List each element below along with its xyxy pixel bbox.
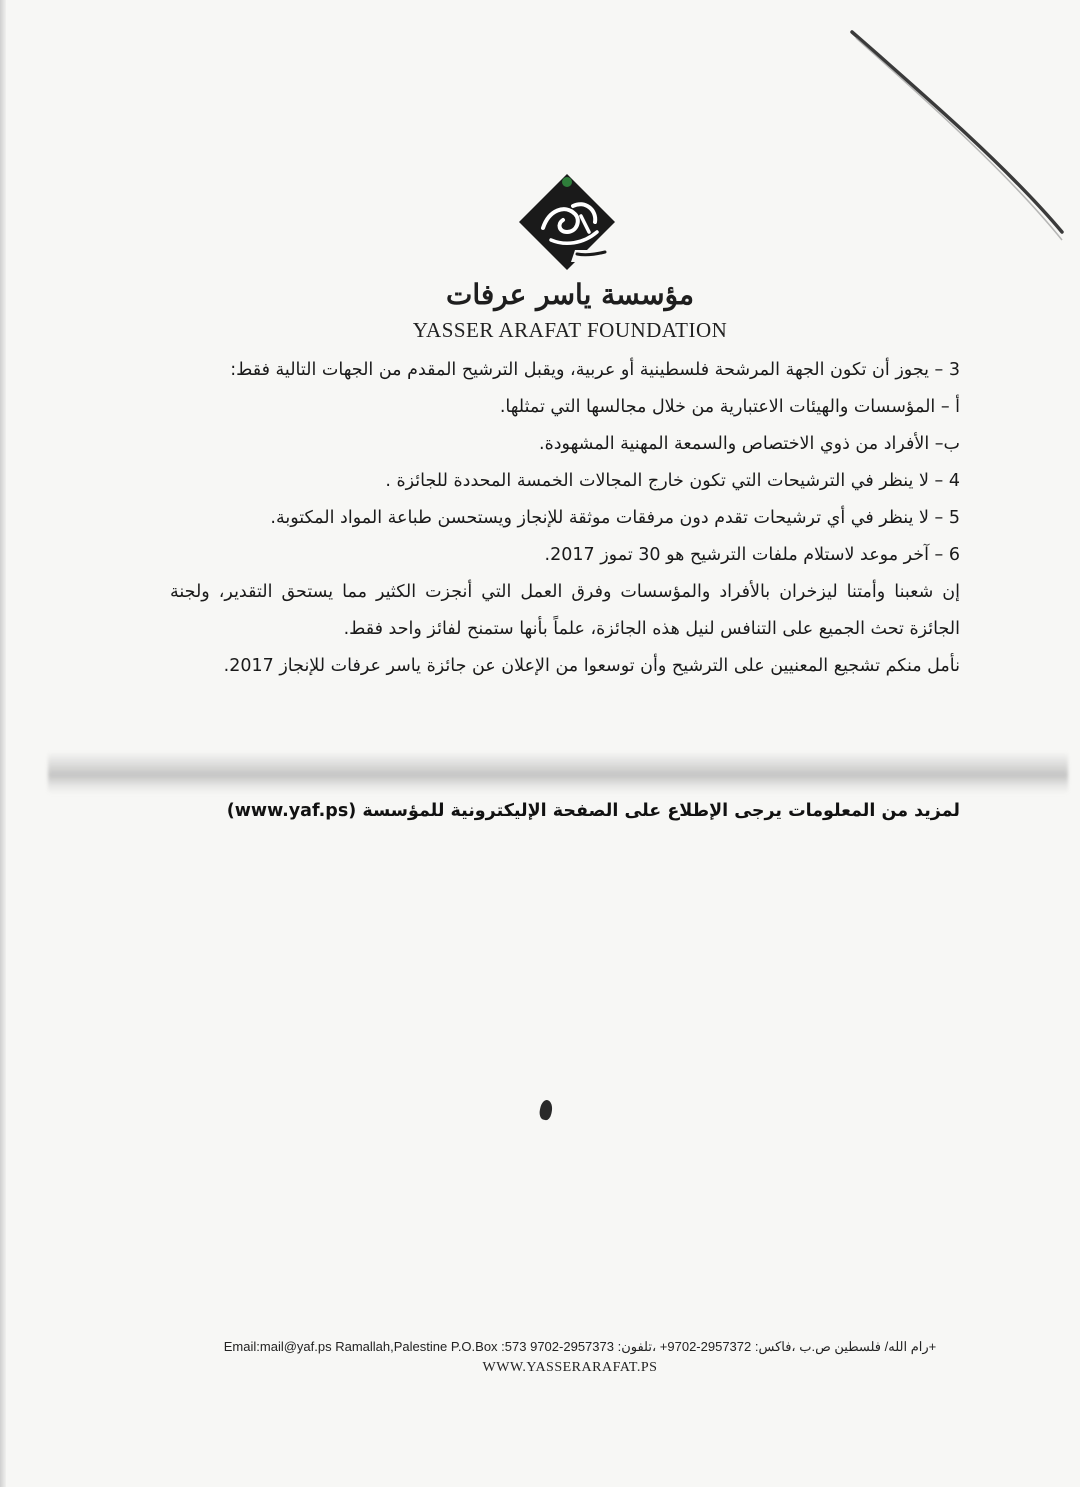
org-name-english: YASSER ARAFAT FOUNDATION (412, 318, 728, 342)
nomination-rule-5: 5 – لا ينظر في أي ترشيحات تقدم دون مرفقات موثقة للإنجاز ويستحسن طباعة المواد المكتوبة. (270, 508, 960, 528)
closing-paragraph-line-2: الجائزة تحث الجميع على التنافس لنيل هذه الجائزة، علماً بأنها ستمنح لفائز واحد فقط. (343, 619, 960, 639)
nomination-rule-3b: ب– الأفراد من ذوي الاختصاص والسمعة المهنية المشهودة. (539, 434, 960, 454)
ink-spot (538, 1099, 554, 1121)
org-name-arabic: مؤسسة ياسر عرفات (445, 278, 695, 311)
footer-contact-info: Email:mail@yaf.ps Ramallah,Palestine P.O.Box :573 رام الله/ فلسطين ص.ب ،فاكس: 2957372-9702+ ،تلفون: 2957373-9702+ (223, 1339, 937, 1354)
scan-edge-shadow (0, 0, 6, 1487)
closing-paragraph-line-1: إن شعبنا وأمتنا ليزخران بالأفراد والمؤسسات وفرق العمل التي أنجزت الكثير مما يستحق التقدير، ولجنة (170, 582, 960, 602)
nomination-rule-4: 4 – لا ينظر في الترشيحات التي تكون خارج المجالات الخمسة المحددة للجائزة . (385, 471, 960, 491)
closing-request: نأمل منكم تشجيع المعنيين على الترشيح وأن توسعوا من الإعلان عن جائزة ياسر عرفات للإنجاز 2017. (223, 656, 960, 676)
nomination-rule-3: 3 – يجوز أن تكون الجهة المرشحة فلسطينية أو عربية، ويقبل الترشيح المقدم من الجهات التالية فقط: (230, 360, 960, 380)
foundation-logo-icon (515, 170, 619, 274)
nomination-deadline: 6 – آخر موعد لاستلام ملفات الترشيح هو 30 تموز 2017. (544, 545, 960, 565)
nomination-rule-3a: أ – المؤسسات والهيئات الاعتبارية من خلال مجالسها التي تمثلها. (499, 397, 960, 417)
scan-smudge-band (48, 752, 1068, 794)
footer-website: WWW.YASSERARAFAT.PS (482, 1360, 658, 1375)
more-info-note: لمزيد من المعلومات يرجى الإطلاع على الصفحة الإليكترونية للمؤسسة (www.yaf.ps) (226, 801, 960, 821)
letter-body (170, 352, 960, 685)
